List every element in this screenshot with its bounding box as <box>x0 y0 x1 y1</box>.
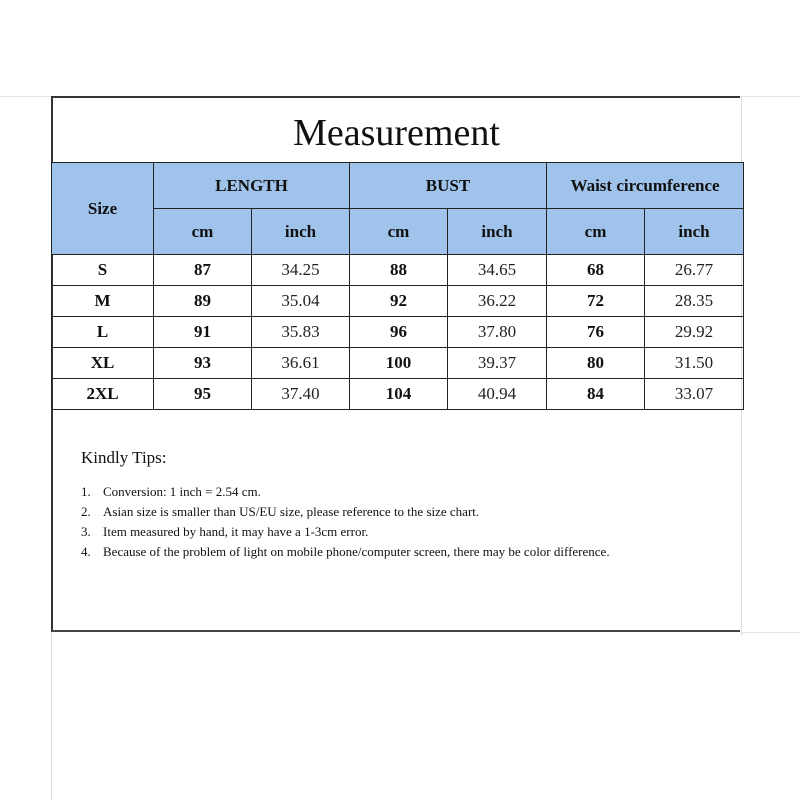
size-cell: L <box>52 317 154 348</box>
table-row <box>52 255 744 286</box>
page-guide-right-bottom <box>741 632 800 633</box>
size-cell: XL <box>52 348 154 379</box>
waist-inch-cell: 26.77 <box>645 255 744 286</box>
length-cm-cell: 87 <box>154 255 252 286</box>
unit-header: inch <box>252 209 350 255</box>
length-cm-cell: 93 <box>154 348 252 379</box>
length-inch-cell: 35.04 <box>252 286 350 317</box>
tip-item <box>81 502 721 522</box>
bust-cm-cell: 96 <box>350 317 448 348</box>
length-inch-cell: 34.25 <box>252 255 350 286</box>
length-inch-cell: 37.40 <box>252 379 350 410</box>
tips-list <box>81 482 721 562</box>
tip-item <box>81 522 721 542</box>
length-cm-cell: 89 <box>154 286 252 317</box>
tip-number: 2. <box>81 504 91 519</box>
measurement-sheet <box>51 96 740 632</box>
tip-text: Item measured by hand, it may have a 1-3cm error. <box>103 524 369 539</box>
bust-header: BUST <box>350 163 547 209</box>
waist-cm-cell: 76 <box>547 317 645 348</box>
length-cm-cell: 91 <box>154 317 252 348</box>
tip-text: Asian size is smaller than US/EU size, please reference to the size chart. <box>103 504 480 519</box>
bust-inch-cell: 34.65 <box>448 255 547 286</box>
tip-text: Conversion: 1 inch = 2.54 cm. <box>103 484 261 499</box>
size-cell: 2XL <box>52 379 154 410</box>
unit-header: cm <box>350 209 448 255</box>
tip-text: Because of the problem of light on mobile phone/computer screen, there may be color difference. <box>103 544 610 559</box>
header-row-groups <box>52 163 744 209</box>
waist-cm-cell: 84 <box>547 379 645 410</box>
tip-number: 3. <box>81 524 91 539</box>
page-title: Measurement <box>293 112 500 154</box>
unit-header: cm <box>547 209 645 255</box>
waist-cm-cell: 72 <box>547 286 645 317</box>
bust-inch-cell: 39.37 <box>448 348 547 379</box>
length-inch-cell: 35.83 <box>252 317 350 348</box>
waist-header: Waist circumference <box>547 163 744 209</box>
tip-item <box>81 482 721 502</box>
waist-inch-cell: 29.92 <box>645 317 744 348</box>
tips-title: Kindly Tips: <box>81 448 167 467</box>
waist-cm-cell: 68 <box>547 255 645 286</box>
length-header: LENGTH <box>154 163 350 209</box>
waist-inch-cell: 28.35 <box>645 286 744 317</box>
table-row <box>52 379 744 410</box>
length-cm-cell: 95 <box>154 379 252 410</box>
size-cell: S <box>52 255 154 286</box>
bust-cm-cell: 92 <box>350 286 448 317</box>
waist-inch-cell: 33.07 <box>645 379 744 410</box>
waist-inch-cell: 31.50 <box>645 348 744 379</box>
tip-number: 4. <box>81 544 91 559</box>
waist-cm-cell: 80 <box>547 348 645 379</box>
kindly-tips <box>81 448 721 562</box>
table-row <box>52 348 744 379</box>
table-row <box>52 317 744 348</box>
bust-inch-cell: 36.22 <box>448 286 547 317</box>
header-row-units <box>52 209 744 255</box>
tip-item <box>81 542 633 562</box>
bust-cm-cell: 88 <box>350 255 448 286</box>
size-header: Size <box>52 163 154 255</box>
size-chart-table <box>51 162 744 410</box>
bust-cm-cell: 100 <box>350 348 448 379</box>
unit-header: inch <box>645 209 744 255</box>
bust-inch-cell: 37.80 <box>448 317 547 348</box>
unit-header: cm <box>154 209 252 255</box>
tip-number: 1. <box>81 484 91 499</box>
table-row <box>52 286 744 317</box>
unit-header: inch <box>448 209 547 255</box>
bust-inch-cell: 40.94 <box>448 379 547 410</box>
length-inch-cell: 36.61 <box>252 348 350 379</box>
bust-cm-cell: 104 <box>350 379 448 410</box>
size-cell: M <box>52 286 154 317</box>
